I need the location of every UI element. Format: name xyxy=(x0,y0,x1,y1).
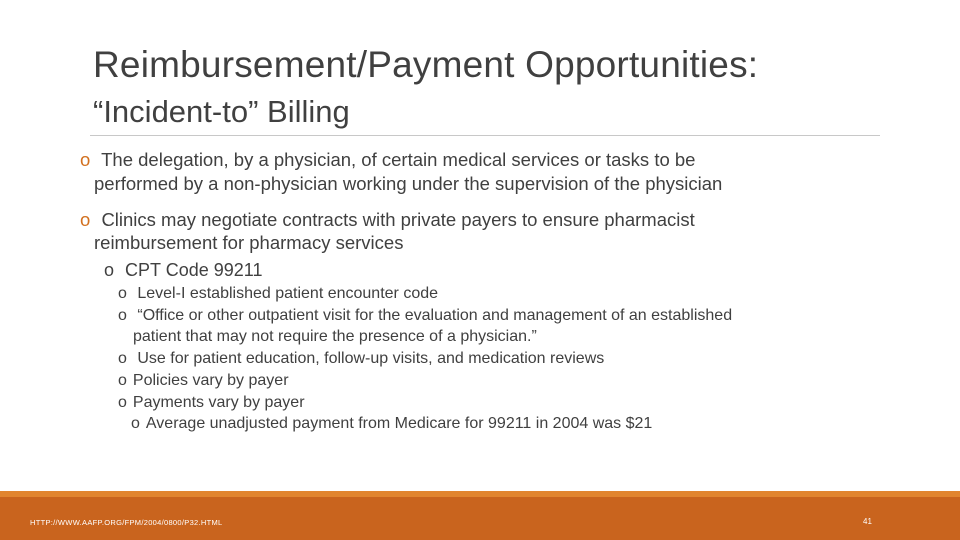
bullet-text: CPT Code 99211 xyxy=(125,260,263,280)
bullet-text: “Office or other outpatient visit for the evaluation and management of an established xyxy=(137,307,733,324)
bullet-marker: o xyxy=(118,285,127,302)
bullet-marker: o xyxy=(118,394,127,411)
sub-sub-bullet-item xyxy=(118,305,732,327)
bullet-text-continued: performed by a non-physician working under the supervision of the physician xyxy=(94,173,723,194)
bullet-text: Average unadjusted payment from Medicare for 99211 in 2004 was $21 xyxy=(145,415,653,432)
bullet-marker: o xyxy=(118,372,127,389)
slide-subtitle: “Incident-to” Billing xyxy=(93,94,350,129)
bullet-marker: o xyxy=(118,307,127,324)
sub-sub-sub-bullet-item xyxy=(131,413,652,435)
slide-title: Reimbursement/Payment Opportunities: xyxy=(93,44,759,85)
bullet-text: Clinics may negotiate contracts with private payers to ensure pharmacist xyxy=(101,209,695,230)
bullet-marker: o xyxy=(131,415,140,432)
bullet-text: Payments vary by payer xyxy=(132,394,305,411)
page-number: 41 xyxy=(863,517,872,526)
bullet-item xyxy=(80,148,695,172)
sub-sub-bullet-item xyxy=(118,348,604,370)
sub-sub-bullet-item xyxy=(118,283,438,305)
bullet-item xyxy=(80,208,695,232)
bullet-text-continued: reimbursement for pharmacy services xyxy=(94,232,404,253)
title-divider xyxy=(90,135,880,136)
bullet-text: Use for patient education, follow-up visits, and medication reviews xyxy=(137,350,605,367)
bullet-text: The delegation, by a physician, of certain medical services or tasks to be xyxy=(101,149,696,170)
bullet-marker: o xyxy=(118,350,127,367)
bullet-marker: o xyxy=(80,149,91,170)
source-url: HTTP://WWW.AAFP.ORG/FPM/2004/0800/P32.HTML xyxy=(30,518,223,527)
sub-sub-bullet-item xyxy=(118,392,305,414)
bullet-marker: o xyxy=(104,260,115,280)
bullet-text: Policies vary by payer xyxy=(132,372,289,389)
sub-bullet-item xyxy=(104,258,262,282)
sub-sub-bullet-item xyxy=(118,370,289,392)
bullet-text: Level-I established patient encounter code xyxy=(137,285,439,302)
bullet-marker: o xyxy=(80,209,91,230)
bullet-text-continued: patient that may not require the presence of a physician.” xyxy=(133,328,537,345)
